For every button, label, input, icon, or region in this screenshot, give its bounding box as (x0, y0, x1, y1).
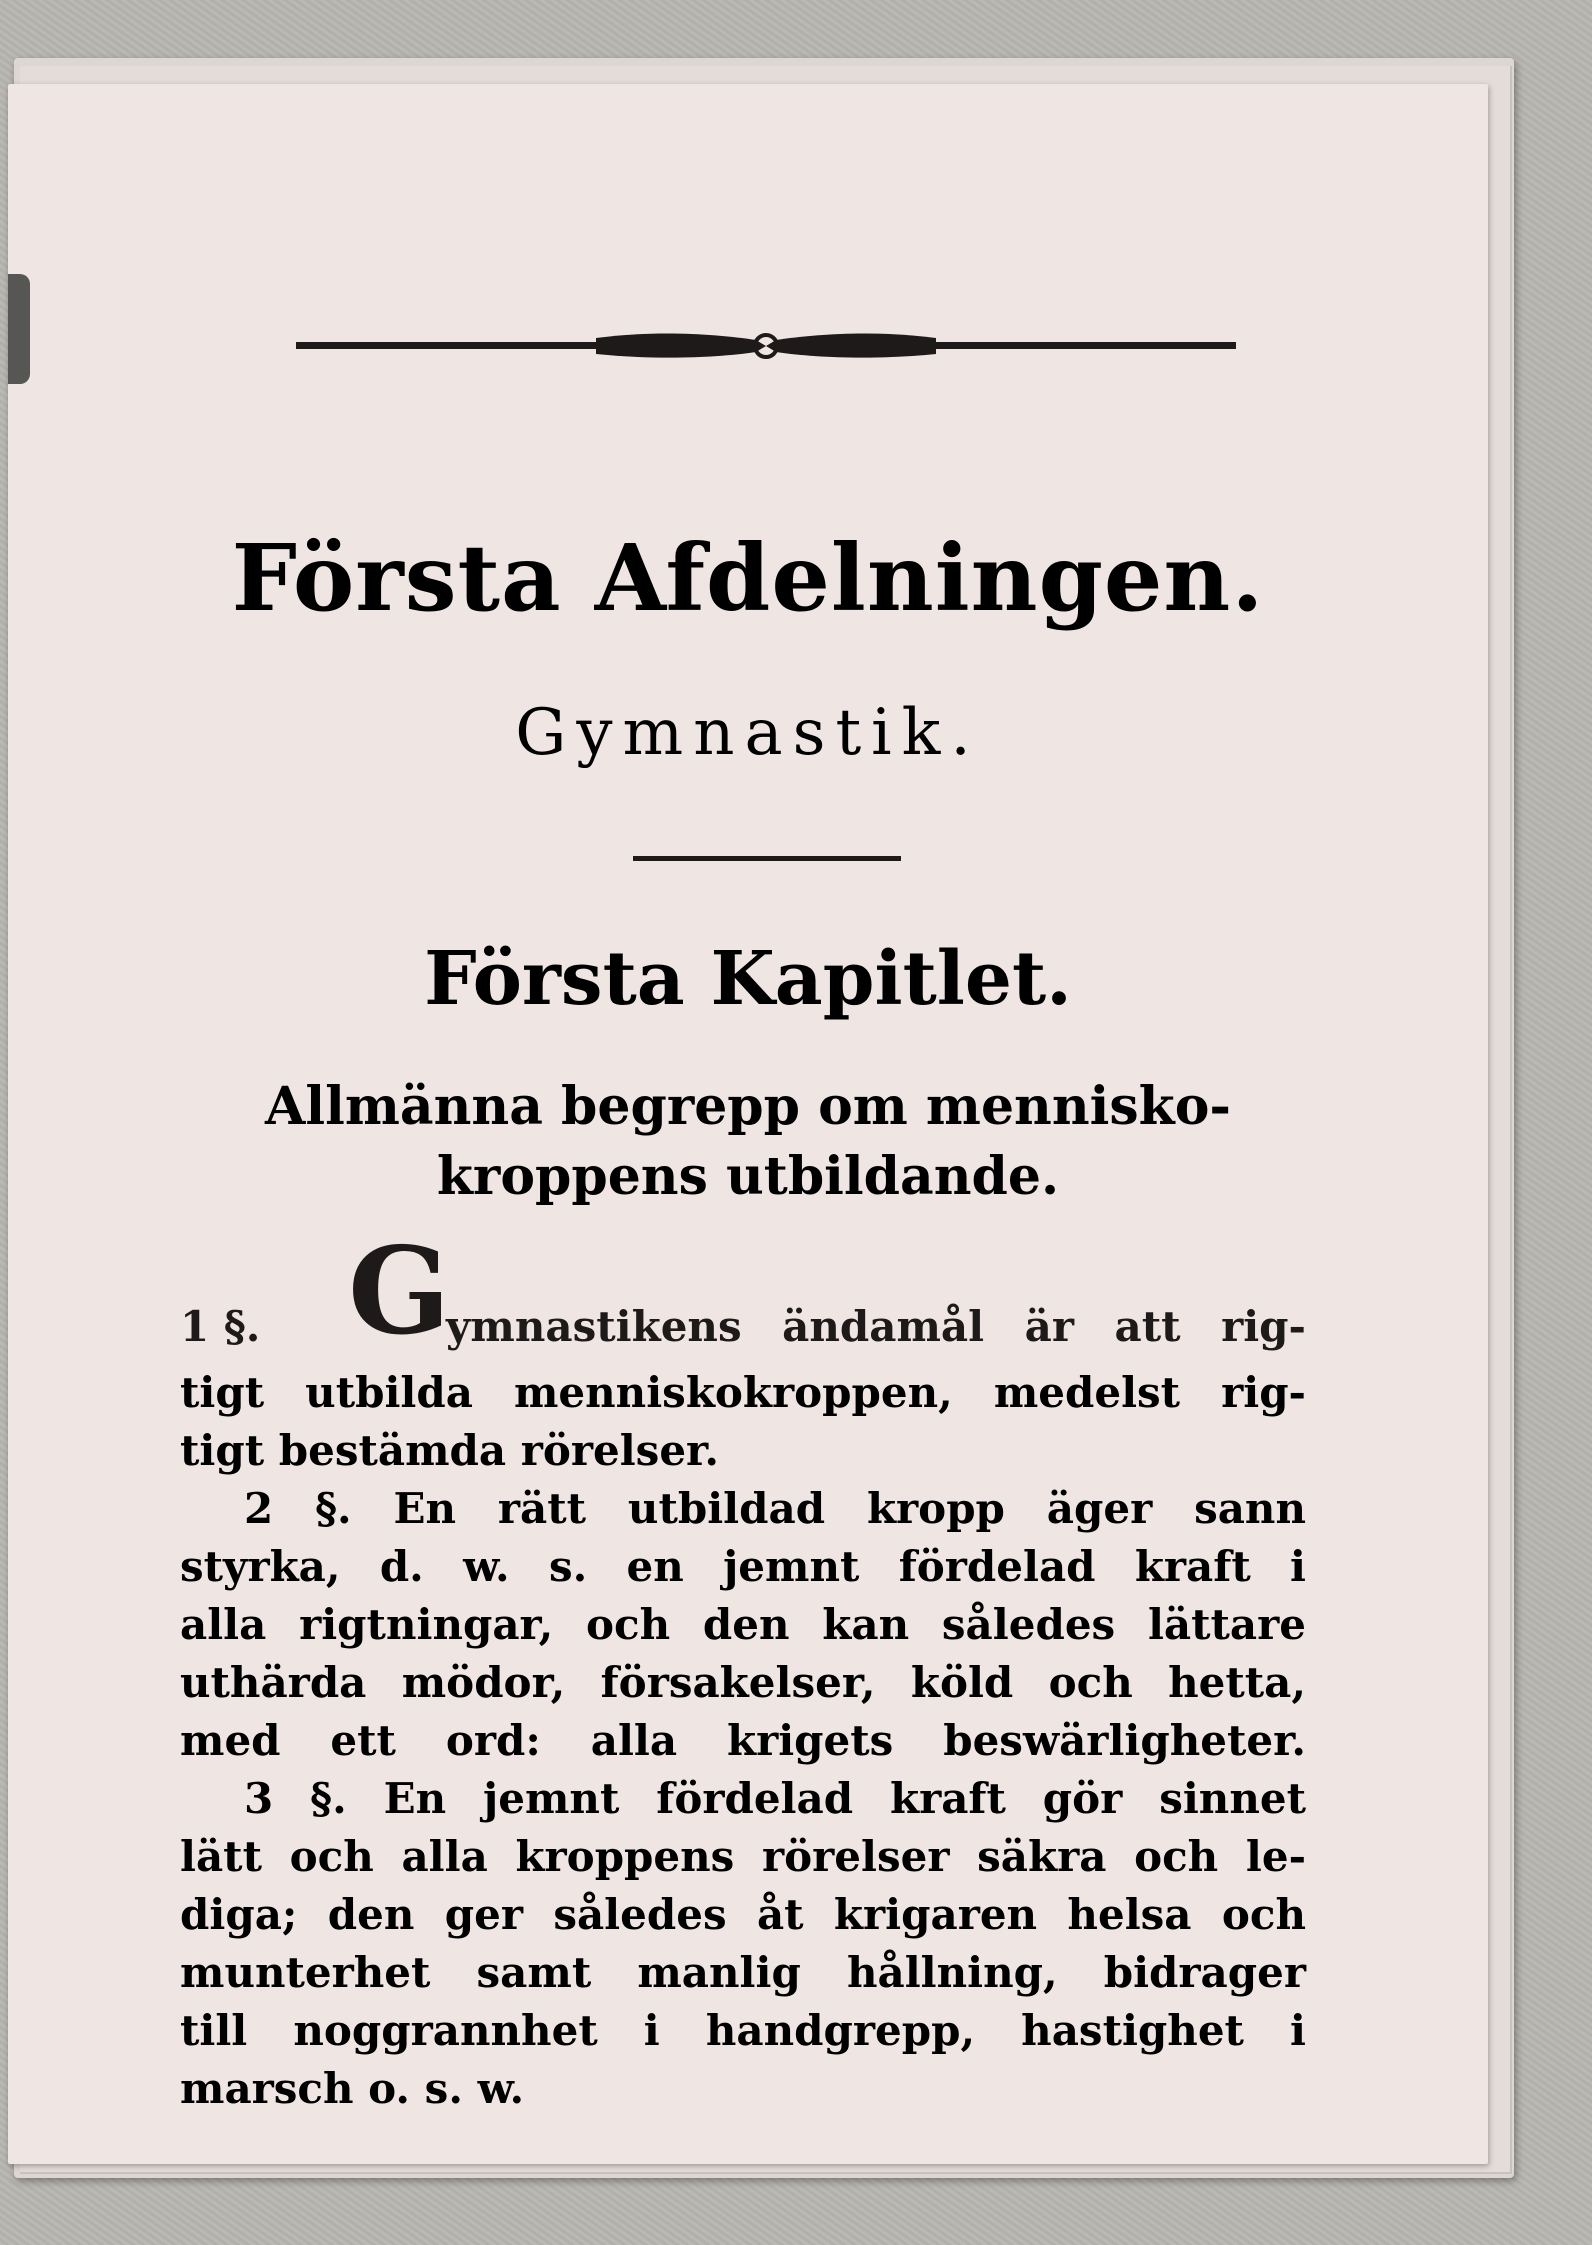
body-line: tigt utbilda menniskokroppen, medelst rig- (180, 1368, 1306, 1417)
body-line: tigt bestämda rörelser. (180, 1426, 719, 1475)
body-line: med ett ord: alla krigets beswärligheter. (180, 1716, 1306, 1765)
drop-cap: G (348, 1221, 451, 1362)
body-line: lätt och alla kroppens rörelser säkra och le- (180, 1832, 1306, 1881)
body-line: munterhet samt manlig hållning, bidrager (180, 1948, 1306, 1997)
paragraph-number: 1 §. (180, 1302, 261, 1351)
body-line: ymnastikens ändamål är att rig- (446, 1302, 1306, 1351)
body-line: uthärda mödor, försakelser, köld och hetta, (180, 1658, 1306, 1707)
ornamental-rule-icon (296, 316, 1236, 376)
divider (633, 856, 901, 861)
part-title: Första Afdelningen. (231, 524, 1265, 632)
body-line: till noggrannhet i handgrepp, hastighet i (180, 2006, 1306, 2055)
body-line: marsch o. s. w. (180, 2064, 525, 2113)
chapter-title: Första Kapitlet. (424, 936, 1072, 1022)
section-heading-line: Allmänna begrepp om mennisko- (265, 1076, 1231, 1137)
body-line: 2 §. En rätt utbildad kropp äger sann (244, 1484, 1306, 1533)
subject-title: Gymnastik. (515, 696, 981, 770)
body-line: styrka, d. w. s. en jemnt fördelad kraft i (180, 1542, 1306, 1591)
book-page (8, 84, 1488, 2164)
section-heading-line: kroppens utbildande. (436, 1146, 1060, 1207)
binding-mark (8, 274, 30, 384)
body-line: 3 §. En jemnt fördelad kraft gör sinnet (244, 1774, 1306, 1823)
body-line: diga; den ger således åt krigaren helsa och (180, 1890, 1306, 1939)
body-line: alla rigtningar, och den kan således lättare (180, 1600, 1306, 1649)
